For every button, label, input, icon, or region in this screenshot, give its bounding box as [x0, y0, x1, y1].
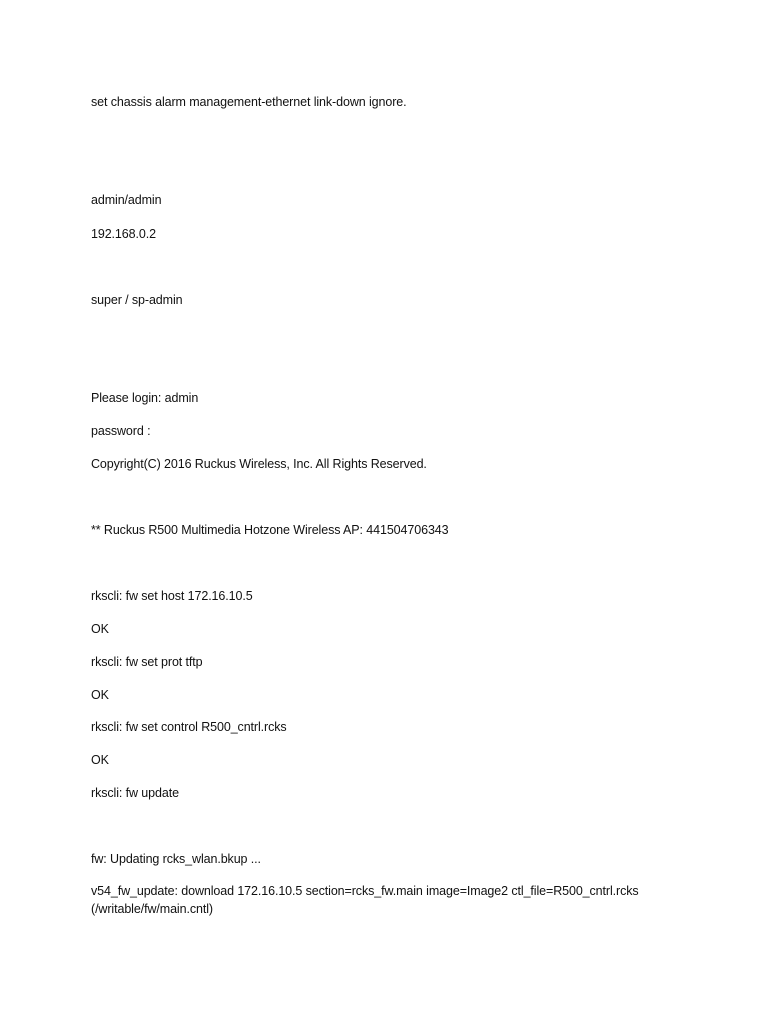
text-line-v54-download: v54_fw_update: download 172.16.10.5 section=rcks_fw.main image=Image2 ctl_file=R500_cntrl.rcks [91, 884, 639, 898]
text-line-password-prompt: password : [91, 424, 151, 438]
text-line-set-control: rkscli: fw set control R500_cntrl.rcks [91, 720, 287, 734]
text-line-super-credentials: super / sp-admin [91, 293, 183, 307]
text-line-ap-banner: ** Ruckus R500 Multimedia Hotzone Wireless AP: 441504706343 [91, 523, 449, 537]
text-line-set-host: rkscli: fw set host 172.16.10.5 [91, 589, 253, 603]
text-line-updating-bkup: fw: Updating rcks_wlan.bkup ... [91, 852, 261, 866]
text-line-login-prompt: Please login: admin [91, 391, 199, 405]
text-line-ip-address: 192.168.0.2 [91, 227, 156, 241]
text-line-main-cntl: (/writable/fw/main.cntl) [91, 902, 213, 916]
text-line-chassis-alarm: set chassis alarm management-ethernet link-down ignore. [91, 95, 407, 109]
text-line-admin-credentials: admin/admin [91, 193, 162, 207]
text-line-ok: OK [91, 688, 109, 702]
text-line-ok: OK [91, 753, 109, 767]
text-line-copyright: Copyright(C) 2016 Ruckus Wireless, Inc. All Rights Reserved. [91, 457, 427, 471]
text-line-set-prot: rkscli: fw set prot tftp [91, 655, 203, 669]
text-line-ok: OK [91, 622, 109, 636]
text-line-fw-update: rkscli: fw update [91, 786, 179, 800]
